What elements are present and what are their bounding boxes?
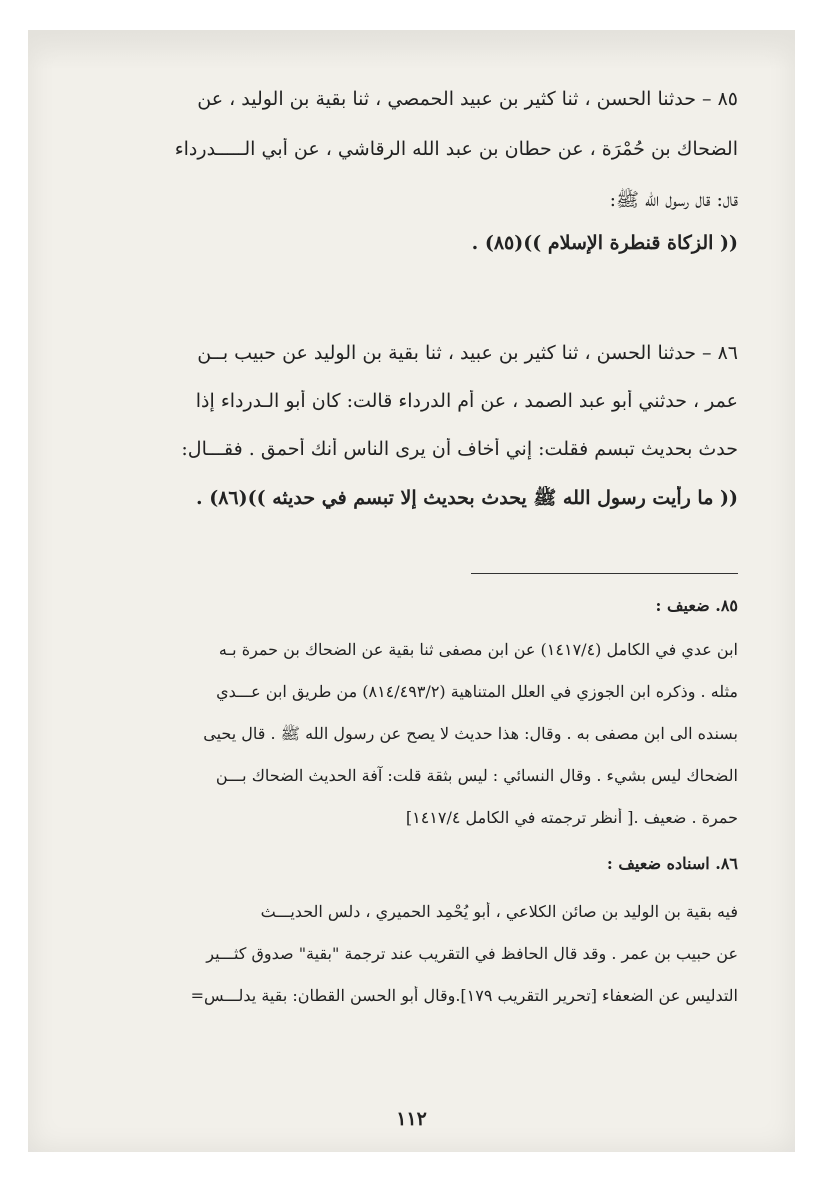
- hadith-86-line-3: حدث بحديث تبسم فقلت: إني أخاف أن يرى الناس أنك أحمق . فقـــال:: [181, 438, 738, 460]
- page-number: ١١٢: [396, 1108, 427, 1130]
- footnote-86-line-1: فيه بقية بن الوليد بن صائن الكلاعي ، أبو يُحْمِد الحميري ، دلس الحديـــث: [260, 902, 738, 921]
- footnote-85-heading: ٨٥. ضعيف :: [655, 596, 738, 615]
- book-page: [28, 30, 795, 1152]
- hadith-86-line-1: ٨٦ – حدثنا الحسن ، ثنا كثير بن عبيد ، ثنا بقية بن الوليد عن حبيب بــن: [197, 342, 738, 364]
- footnote-85-line-1: ابن عدي في الكامل (١٤١٧/٤) عن ابن مصفى ثنا بقية عن الضحاك بن حمرة بـه: [218, 640, 738, 659]
- footnote-85-line-4: الضحاك ليس بشيء . وقال النسائي : ليس بثقة قلت: آفة الحديث الضحاك بـــن: [215, 766, 738, 785]
- hadith-85-line-2: الضحاك بن حُمْرَة ، عن حطان بن عبد الله الرقاشي ، عن أبي الـــــدرداء: [174, 138, 738, 160]
- hadith-86-line-2: عمر ، حدثني أبو عبد الصمد ، عن أم الدرداء قالت: كان أبو الـدرداء إذا: [195, 390, 738, 412]
- hadith-85-quote: (( الزكاة قنطرة الإسلام ))(٨٥) .: [471, 232, 738, 254]
- footnote-85-line-5: حمرة . ضعيف .[ أنظر ترجمته في الكامل ١٤١٧/٤]: [405, 808, 738, 827]
- hadith-86-quote: (( ما رأيت رسول الله ﷺ يحدث بحديث إلا تبسم في حديثه ))(٨٦) .: [195, 487, 738, 509]
- footnote-85-line-2: مثله . وذكره ابن الجوزي في العلل المتناهية (٨١٤/٤٩٣/٢) من طريق ابن عـــدي: [216, 682, 738, 701]
- footnote-separator: [471, 573, 738, 574]
- footnote-86-heading: ٨٦. اسناده ضعيف :: [606, 854, 738, 873]
- footnote-86-line-2: عن حبيب بن عمر . وقد قال الحافظ في التقريب عند ترجمة "بقية" صدوق كثـــير: [206, 944, 738, 963]
- hadith-85-line-1: ٨٥ – حدثنا الحسن ، ثنا كثير بن عبيد الحمصي ، ثنا بقية بن الوليد ، عن: [197, 88, 738, 110]
- footnote-86-line-3: التدليس عن الضعفاء [تحرير التقريب ١٧٩].وقال أبو الحسن القطان: بقية يدلـــس=: [190, 986, 738, 1005]
- footnote-85-line-3: بسنده الى ابن مصفى به . وقال: هذا حديث لا يصح عن رسول الله ﷺ . قال يحيى: [203, 724, 738, 743]
- hadith-85-line-3: قال: قال رسول الله ﷺ:: [609, 189, 738, 211]
